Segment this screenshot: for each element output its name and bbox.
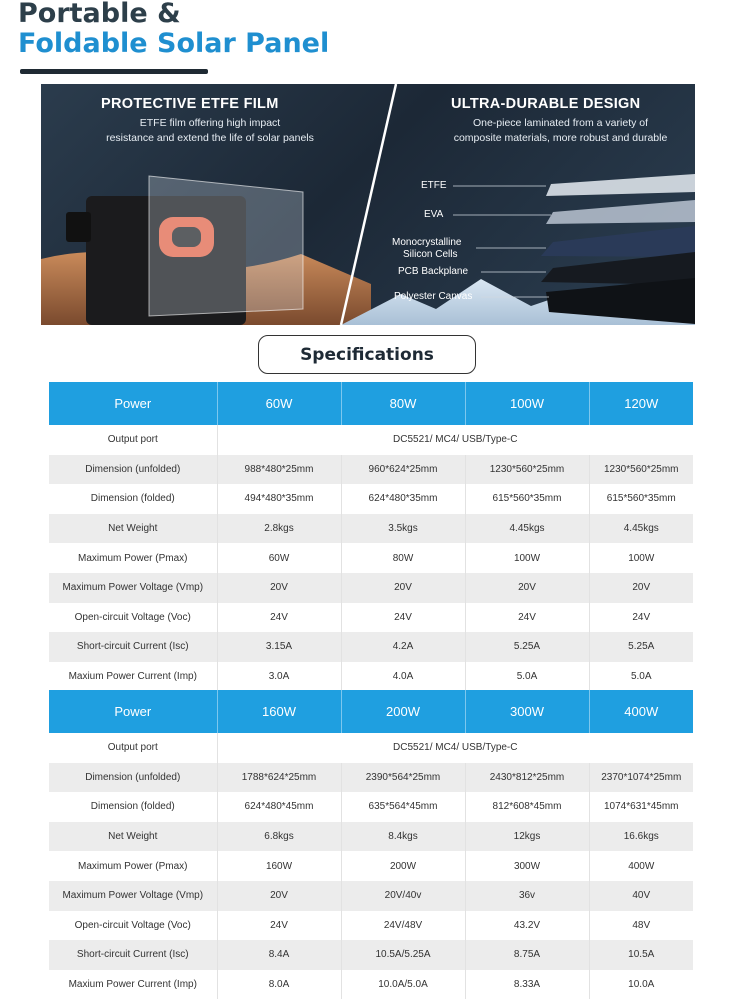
table-cell: 8.4A [217,940,341,970]
spec-table-1 [49,382,693,691]
title-underline [20,69,208,74]
table-cell: 24V/48V [341,911,465,941]
header-cell: Power [49,690,217,733]
table-row [49,632,693,662]
table-cell: 624*480*45mm [217,792,341,822]
row-label: Dimension (unfolded) [49,455,217,485]
table-cell: DC5521/ MC4/ USB/Type-C [217,425,693,455]
layer-label-etfe: ETFE [421,180,447,191]
durable-heading: ULTRA-DURABLE DESIGN [451,96,641,112]
table-cell: 24V [465,603,589,633]
etfe-film-sheet [149,176,303,316]
header-cell: 120W [589,382,693,425]
layer-cells [541,226,695,257]
table-cell: 4.0A [341,662,465,692]
row-label: Short-circuit Current (Isc) [49,940,217,970]
layer-etfe [546,174,695,196]
table-cell: 160W [217,851,341,881]
row-label: Dimension (folded) [49,792,217,822]
table-cell: 1788*624*25mm [217,763,341,793]
table-cell: 20V [341,573,465,603]
specifications-button[interactable]: Specifications [258,335,476,374]
table-cell: 5.25A [589,632,693,662]
table-cell: 8.75A [465,940,589,970]
table-cell: 8.0A [217,970,341,1000]
header-cell: 160W [217,690,341,733]
leader-lines [453,186,551,297]
etfe-description [85,116,335,146]
spec-table-2 [49,690,693,999]
table-cell: 1230*560*25mm [465,455,589,485]
row-label: Open-circuit Voltage (Voc) [49,603,217,633]
table-cell: 10.5A [589,940,693,970]
table-cell: 20V/40v [341,881,465,911]
table-cell: 635*564*45mm [341,792,465,822]
row-label: Output port [49,425,217,455]
table-cell: 2370*1074*25mm [589,763,693,793]
table-cell: 60W [217,543,341,573]
table-cell: 494*480*35mm [217,484,341,514]
layer-label-silicon: Silicon Cells [403,249,458,260]
header-cell: Power [49,382,217,425]
table-cell: 5.25A [465,632,589,662]
table-row [49,970,693,1000]
layer-label-pcb: PCB Backplane [398,266,469,277]
table-row [49,851,693,881]
table-row [49,792,693,822]
table-row [49,573,693,603]
table-cell: 400W [589,851,693,881]
table-cell: 4.2A [341,632,465,662]
table-row [49,662,693,692]
table-cell: 3.15A [217,632,341,662]
row-label: Maximum Power (Pmax) [49,543,217,573]
durable-description-line-1: One-piece laminated from a variety of [472,117,649,129]
product-banner [41,84,695,325]
row-label: Maximum Power (Pmax) [49,851,217,881]
row-label: Maximum Power Voltage (Vmp) [49,881,217,911]
table-cell: 3.0A [217,662,341,692]
row-label: Output port [49,733,217,763]
table-cell: 6.8kgs [217,822,341,852]
table-row [49,822,693,852]
header-cell: 60W [217,382,341,425]
table-row [49,603,693,633]
etfe-description-line-2: resistance and extend the life of solar panels [106,132,314,144]
table-row [49,911,693,941]
header-cell: 200W [341,690,465,733]
table-cell: DC5521/ MC4/ USB/Type-C [217,733,693,763]
table-cell: 1074*631*45mm [589,792,693,822]
etfe-description-line-1: ETFE film offering high impact [139,117,281,129]
table-row [49,484,693,514]
table-cell: 624*480*35mm [341,484,465,514]
table-cell: 4.45kgs [465,514,589,544]
table-cell: 48V [589,911,693,941]
title-line-1: Portable & [18,0,181,29]
table-cell: 24V [217,603,341,633]
table-cell: 10.5A/5.25A [341,940,465,970]
table-cell: 5.0A [589,662,693,692]
layer-label-eva: EVA [424,209,444,220]
table-cell: 300W [465,851,589,881]
table-cell: 3.5kgs [341,514,465,544]
table-cell: 43.2V [465,911,589,941]
table-header-row [49,382,693,425]
row-label: Dimension (unfolded) [49,763,217,793]
table-cell: 4.45kgs [589,514,693,544]
layer-eva [546,200,695,224]
header-cell: 100W [465,382,589,425]
table-cell: 20V [589,573,693,603]
table-cell: 20V [217,573,341,603]
etfe-heading: PROTECTIVE ETFE FILM [101,96,279,112]
table-cell: 36v [465,881,589,911]
table-cell: 80W [341,543,465,573]
row-label: Maxium Power Current (Imp) [49,662,217,692]
table-cell: 100W [465,543,589,573]
table-cell: 10.0A/5.0A [341,970,465,1000]
panel-strap [66,212,91,242]
table-cell: 2.8kgs [217,514,341,544]
table-cell: 988*480*25mm [217,455,341,485]
layer-label-canvas: Polyester Canvas [394,291,473,302]
table-cell: 100W [589,543,693,573]
table-cell: 24V [589,603,693,633]
table-cell: 40V [589,881,693,911]
row-label: Net Weight [49,822,217,852]
table-cell: 812*608*45mm [465,792,589,822]
table-cell: 12kgs [465,822,589,852]
table-row [49,543,693,573]
table-cell: 20V [465,573,589,603]
row-label: Short-circuit Current (Isc) [49,632,217,662]
table-cell: 24V [341,603,465,633]
row-label: Maximum Power Voltage (Vmp) [49,573,217,603]
durable-description [433,116,688,146]
table-cell: 2390*564*25mm [341,763,465,793]
title-line-2: Foldable Solar Panel [18,28,330,59]
table-row [49,514,693,544]
table-cell: 5.0A [465,662,589,692]
header-cell: 400W [589,690,693,733]
table-cell: 960*624*25mm [341,455,465,485]
durable-description-line-2: composite materials, more robust and durable [453,132,668,144]
row-label: Dimension (folded) [49,484,217,514]
table-row [49,425,693,455]
table-row [49,763,693,793]
table-cell: 16.6kgs [589,822,693,852]
table-cell: 8.4kgs [341,822,465,852]
table-cell: 8.33A [465,970,589,1000]
header-cell: 80W [341,382,465,425]
table-cell: 615*560*35mm [589,484,693,514]
table-row [49,455,693,485]
row-label: Maxium Power Current (Imp) [49,970,217,1000]
table-cell: 1230*560*25mm [589,455,693,485]
table-row [49,733,693,763]
table-cell: 2430*812*25mm [465,763,589,793]
table-cell: 10.0A [589,970,693,1000]
row-label: Open-circuit Voltage (Voc) [49,911,217,941]
table-cell: 200W [341,851,465,881]
table-cell: 20V [217,881,341,911]
layer-pcb [541,252,695,285]
layer-label-mono: Monocrystalline [392,237,462,248]
table-row [49,940,693,970]
table-cell: 615*560*35mm [465,484,589,514]
table-header-row [49,690,693,733]
row-label: Net Weight [49,514,217,544]
table-row [49,881,693,911]
table-cell: 24V [217,911,341,941]
header-cell: 300W [465,690,589,733]
